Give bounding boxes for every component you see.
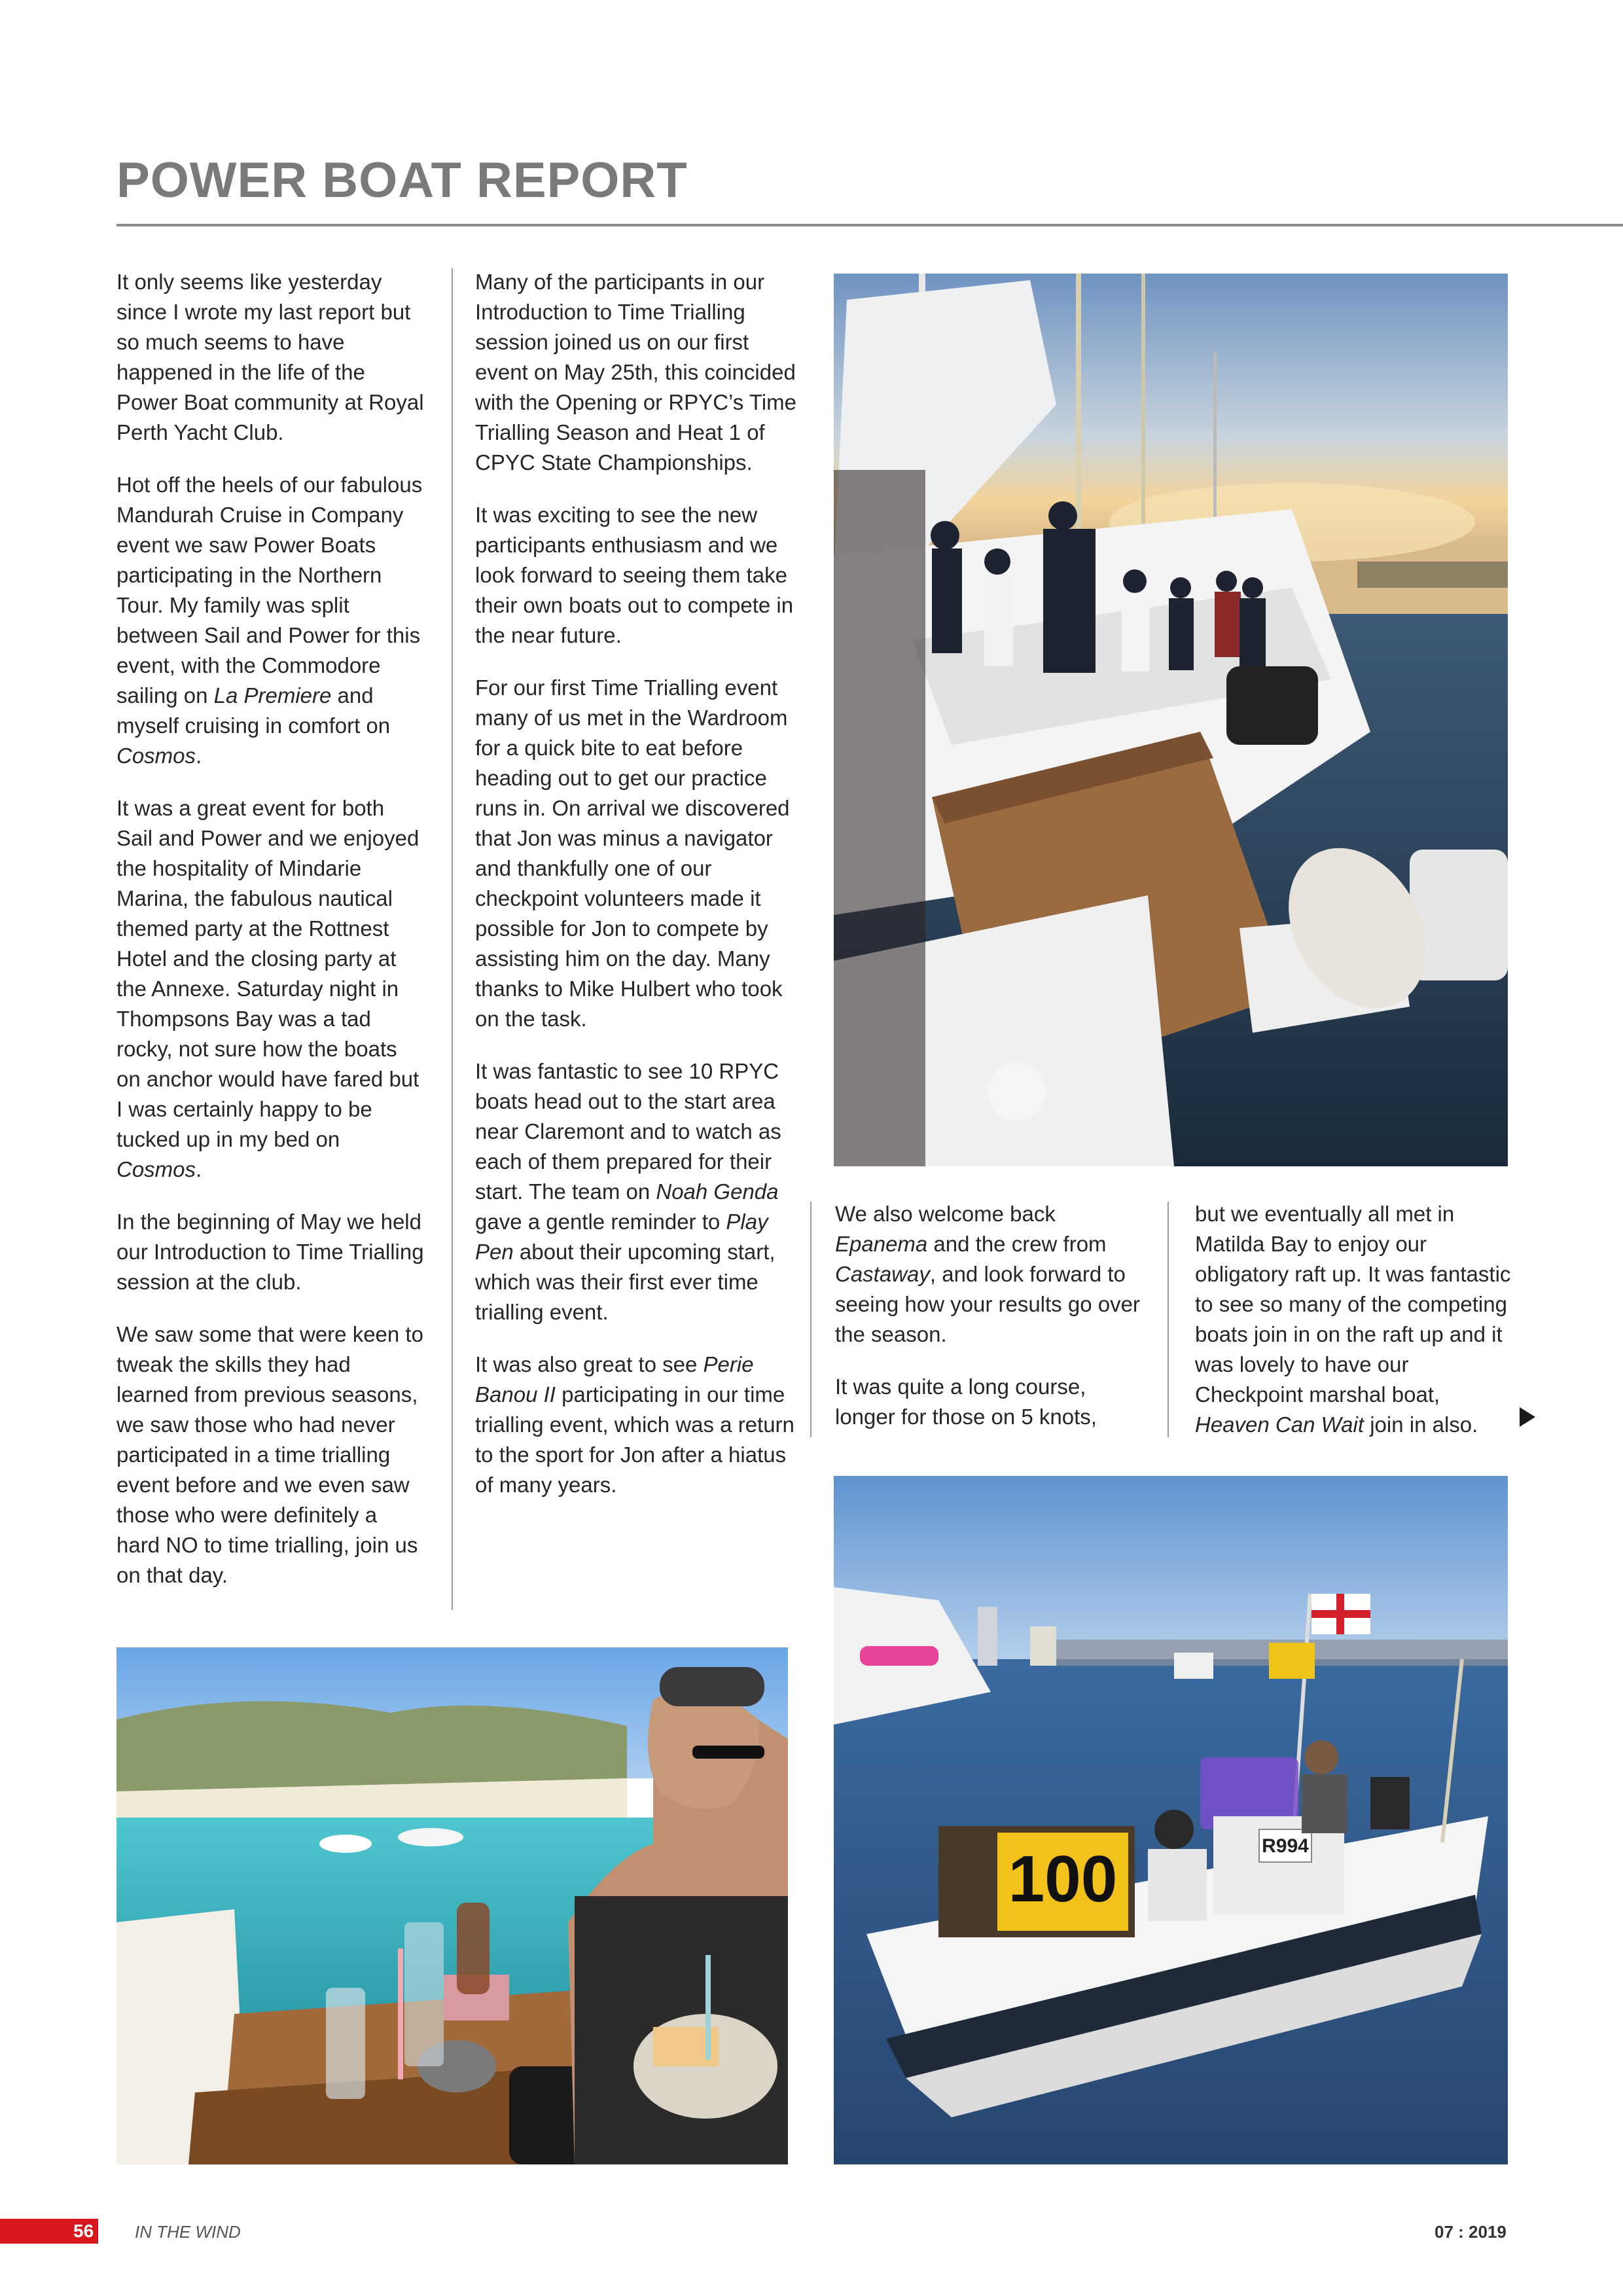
marshal-sign-number: 100 (1008, 1842, 1118, 1916)
article-column-2 (475, 267, 802, 1522)
article-paragraph: In the beginning of May we held our Introduction to Time Trialling session at the club. (116, 1210, 424, 1294)
column-divider (1168, 1202, 1169, 1437)
paragraph-text: and myself cruising in comfort on (116, 683, 391, 738)
paragraph-text: . (196, 1157, 202, 1181)
boat-name: Castaway (835, 1262, 930, 1286)
boat-name: Play Pen (475, 1210, 768, 1264)
article-paragraph (835, 1199, 1149, 1350)
magazine-name: IN THE WIND (135, 2222, 241, 2242)
marina-party-photo (834, 274, 1508, 1166)
boat-name: Heaven Can Wait (1195, 1412, 1364, 1437)
article-paragraph: It was quite a long course, longer for those on 5 knots, (835, 1374, 1097, 1429)
article-paragraph: We saw some that were keen to tweak the skills they had learned from previous seasons, we saw those who had never participated in a time trialling event before and we even saw those who were definitely a hard NO to time trialling, join us on that day. (116, 1322, 423, 1587)
article-paragraph: It only seems like yesterday since I wrote my last report but so much seems to have happened in the life of the Power Boat community at Royal Perth Yacht Club. (116, 270, 424, 444)
page-title: POWER BOAT REPORT (116, 152, 688, 208)
raft-table-photo (116, 1647, 788, 2164)
boat-name: Cosmos (116, 744, 196, 768)
article-paragraph: For our first Time Trialling event many of us met in the Wardroom for a quick bite to eat before heading out to get our practice runs in. On arrival we discovered that Jon was minus a navigator and thankfully one of our checkpoint volunteers made it possible for Jon to compete by assisting him on the day. Many thanks to Mike Hulbert who took on the task. (475, 675, 790, 1031)
column-divider (452, 268, 453, 1610)
paragraph-text: Hot off the heels of our fabulous Mandurah Cruise in Company event we saw Power Boats participating in the Northern Tour. My family was split between Sail and Power for this event, with the Commodore sailing on (116, 473, 423, 708)
article-paragraph (475, 1056, 802, 1327)
article-paragraph (475, 1350, 802, 1500)
paragraph-text: . (196, 744, 202, 768)
boat-name: Noah Genda (656, 1179, 779, 1204)
article-paragraph (116, 793, 424, 1185)
paragraph-text: but we eventually all met in Matilda Bay to enjoy our obligatory raft up. It was fantastic to see so many of the competing boats join in on the raft up and it was lovely to have our Checkpoint marshal boat, (1195, 1202, 1511, 1407)
paragraph-text: , and look forward to seeing how your results go over the season. (835, 1262, 1140, 1346)
boat-name: Epanema (835, 1232, 928, 1256)
paragraph-text: and the crew from (927, 1232, 1107, 1256)
title-divider (116, 224, 1623, 226)
boat-hull-number: R994 (1262, 1835, 1309, 1857)
article-paragraph (1195, 1199, 1516, 1440)
paragraph-text: gave a gentle reminder to (475, 1210, 726, 1234)
article-column-3 (835, 1199, 1149, 1454)
boat-name: La Premiere (213, 683, 332, 708)
paragraph-text: We also welcome back (835, 1202, 1056, 1226)
paragraph-text: about their upcoming start, which was their first ever time trialling event. (475, 1240, 776, 1324)
paragraph-text: It was fantastic to see 10 RPYC boats head out to the start area near Claremont and to watch as each of them prepared for their start. The team on (475, 1059, 781, 1204)
paragraph-text: It was a great event for both Sail and Power and we enjoyed the hospitality of Mindarie Marina, the fabulous nautical themed party at the Rottnest Hotel and the closing party at the Annexe. Saturday night in Thompsons Bay was a tad rocky, not sure how the boats on anchor would have fared but I was certainly happy to be tucked up in my bed on (116, 796, 419, 1151)
paragraph-text: participating in our time trialling event, which was a return to the sport for Jon after a hiatus of many years. (475, 1382, 794, 1497)
boat-name: Cosmos (116, 1157, 196, 1181)
article-column-1 (116, 267, 424, 1613)
paragraph-text: join in also. (1364, 1412, 1478, 1437)
page-number: 56 (73, 2221, 94, 2241)
issue-date: 07 : 2019 (1435, 2222, 1507, 2242)
column-divider (810, 1202, 812, 1437)
article-column-4 (1195, 1199, 1516, 1462)
boat-name: Perie Banou II (475, 1352, 754, 1407)
continue-arrow-icon (1520, 1407, 1535, 1427)
article-paragraph: It was exciting to see the new participants enthusiasm and we look forward to seeing them take their own boats out to compete in the near future. (475, 503, 794, 647)
paragraph-text: It was also great to see (475, 1352, 704, 1376)
article-paragraph: Many of the participants in our Introduction to Time Trialling session joined us on our first event on May 25th, this coincided with the Opening or RPYC’s Time Trialling Season and Heat 1 of CPYC State Championships. (475, 270, 796, 475)
marshal-boat-photo (834, 1476, 1508, 2164)
article-paragraph (116, 470, 424, 771)
